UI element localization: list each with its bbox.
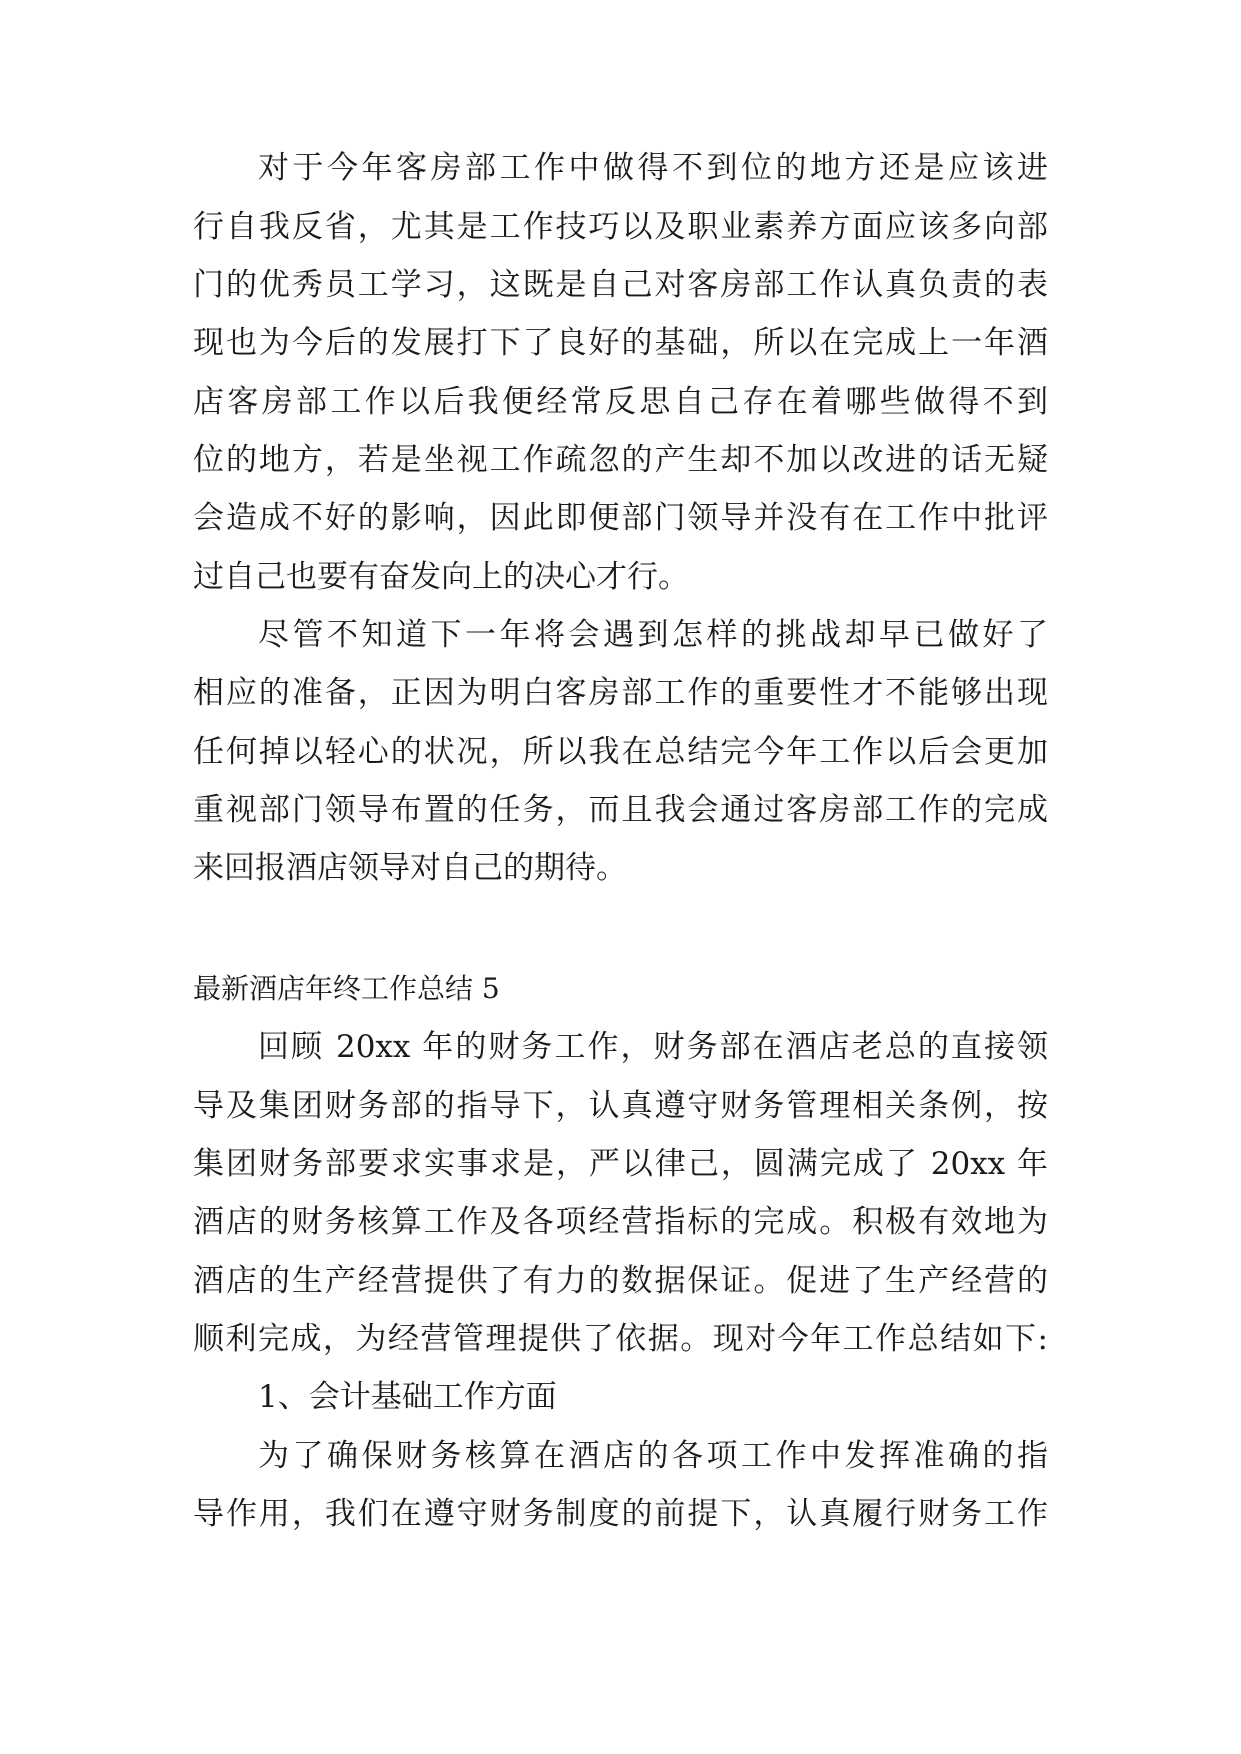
text-line: 顺利完成，为经营管理提供了依据。现对今年工作总结如下: xyxy=(193,1321,1048,1357)
text-line: 尽管不知道下一年将会遇到怎样的挑战却早已做好了 xyxy=(258,617,1048,653)
text-line: 酒店的财务核算工作及各项经营指标的完成。积极有效地为 xyxy=(193,1204,1048,1240)
text-line: 现也为今后的发展打下了良好的基础，所以在完成上一年酒 xyxy=(193,325,1048,361)
text-line: 相应的准备，正因为明白客房部工作的重要性才不能够出现 xyxy=(193,675,1048,711)
text-line: 酒店的生产经营提供了有力的数据保证。促进了生产经营的 xyxy=(193,1263,1048,1299)
text-line: 对于今年客房部工作中做得不到位的地方还是应该进 xyxy=(258,150,1048,186)
text-line: 店客房部工作以后我便经常反思自己存在着哪些做得不到 xyxy=(193,384,1048,420)
text-line: 为了确保财务核算在酒店的各项工作中发挥准确的指 xyxy=(258,1438,1048,1474)
subsection-heading: 1、会计基础工作方面 xyxy=(258,1379,557,1415)
text-line: 会造成不好的影响，因此即便部门领导并没有在工作中批评 xyxy=(193,500,1048,536)
text-line: 门的优秀员工学习，这既是自己对客房部工作认真负责的表 xyxy=(193,267,1048,303)
text-line: 任何掉以轻心的状况，所以我在总结完今年工作以后会更加 xyxy=(193,734,1048,770)
text-line: 回顾 20xx 年的财务工作，财务部在酒店老总的直接领 xyxy=(258,1029,1048,1065)
text-line: 来回报酒店领导对自己的期待。 xyxy=(193,850,627,886)
text-line: 导及集团财务部的指导下，认真遵守财务管理相关条例，按 xyxy=(193,1088,1048,1124)
section-heading: 最新酒店年终工作总结 5 xyxy=(193,972,500,1005)
text-line: 过自己也要有奋发向上的决心才行。 xyxy=(193,559,689,595)
text-line: 行自我反省，尤其是工作技巧以及职业素养方面应该多向部 xyxy=(193,209,1048,245)
text-line: 位的地方，若是坐视工作疏忽的产生却不加以改进的话无疑 xyxy=(193,442,1048,478)
text-line: 导作用，我们在遵守财务制度的前提下，认真履行财务工作 xyxy=(193,1496,1048,1532)
text-line: 重视部门领导布置的任务，而且我会通过客房部工作的完成 xyxy=(193,792,1048,828)
text-line: 集团财务部要求实事求是，严以律己，圆满完成了 20xx 年 xyxy=(193,1146,1048,1182)
